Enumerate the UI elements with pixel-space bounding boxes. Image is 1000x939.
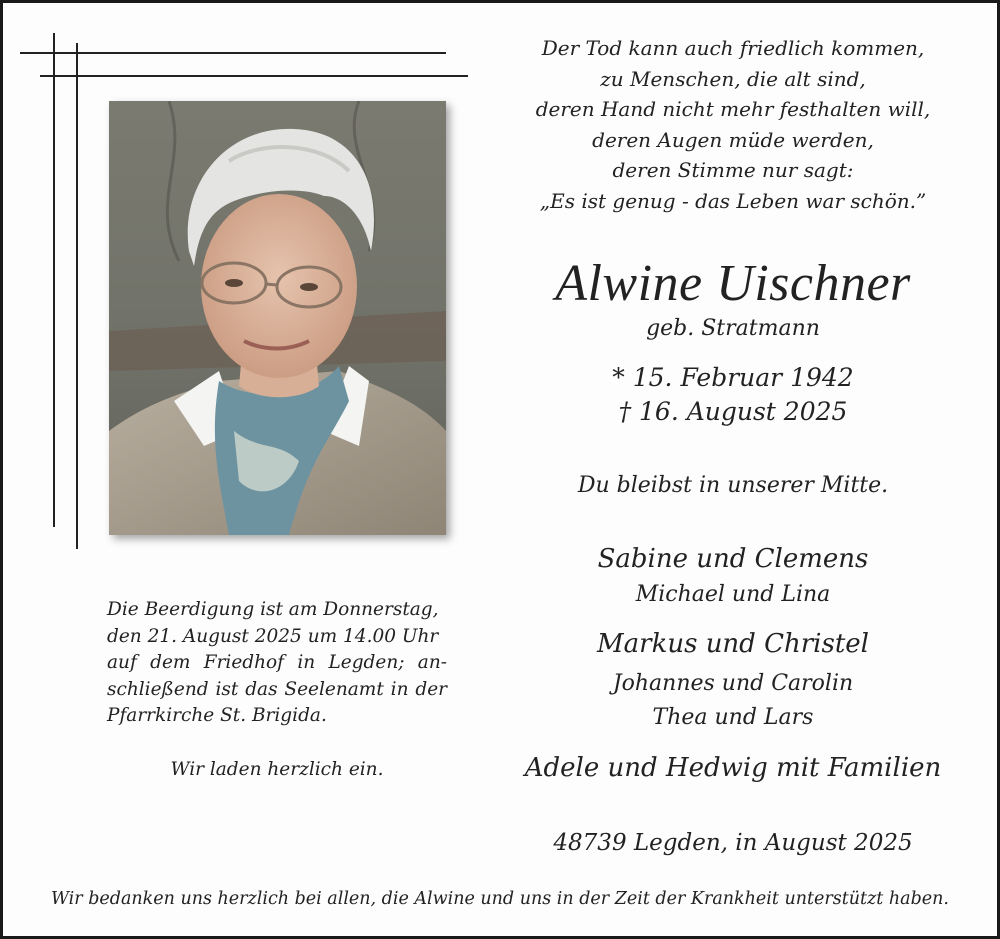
- funeral-notice-line: den 21. August 2025 um 14.00 Uhr: [107, 625, 439, 647]
- birth-date: * 15. Februar 1942: [612, 363, 854, 392]
- poem-line: deren Hand nicht mehr festhalten will,: [535, 97, 931, 122]
- poem-line: zu Menschen, die alt sind,: [600, 66, 866, 91]
- portrait-photo: [109, 101, 446, 535]
- death-date: † 16. August 2025: [618, 397, 848, 426]
- thanks-line: Wir bedanken uns herzlich bei allen, die Alwine und uns in der Zeit der Krankheit unterstützt haben.: [50, 889, 949, 909]
- funeral-notice-line: Pfarrkirche St. Brigida.: [107, 705, 327, 726]
- family-line: Adele und Hedwig mit Familien: [524, 753, 942, 783]
- poem-line: deren Augen müde werden,: [592, 127, 874, 152]
- cross-vertical-line-right: [76, 43, 78, 549]
- funeral-notice: [107, 597, 447, 730]
- family-line: Thea und Lars: [652, 705, 814, 730]
- poem-line: „Es ist genug - das Leben war schön.”: [539, 188, 927, 213]
- deceased-name: Alwine Uischner: [555, 255, 911, 312]
- funeral-notice-line: auf dem Friedhof in Legden; an-: [107, 652, 447, 673]
- funeral-notice-line: schließend ist das Seelenamt in der: [107, 678, 447, 700]
- cross-horizontal-line-bottom: [40, 75, 468, 77]
- family-line: Michael und Lina: [635, 582, 831, 607]
- cross-vertical-line-left: [53, 33, 55, 527]
- family-line: Markus und Christel: [597, 629, 869, 659]
- place-and-date: 48739 Legden, in August 2025: [553, 830, 913, 856]
- poem-line: deren Stimme nur sagt:: [612, 158, 854, 183]
- family-line: Sabine und Clemens: [597, 544, 869, 574]
- life-dates: [483, 361, 983, 429]
- poem-line: Der Tod kann auch friedlich kommen,: [541, 36, 925, 60]
- invitation: Wir laden herzlich ein.: [170, 759, 384, 780]
- maiden-name: geb. Stratmann: [646, 316, 820, 341]
- family-line: Johannes und Carolin: [612, 671, 854, 696]
- funeral-notice-line: Die Beerdigung ist am Donnerstag,: [107, 599, 439, 620]
- poem: [483, 33, 983, 217]
- cross-horizontal-line-top: [20, 52, 446, 54]
- portrait-illustration: [109, 101, 446, 535]
- motto: Du bleibst in unserer Mitte.: [577, 473, 889, 498]
